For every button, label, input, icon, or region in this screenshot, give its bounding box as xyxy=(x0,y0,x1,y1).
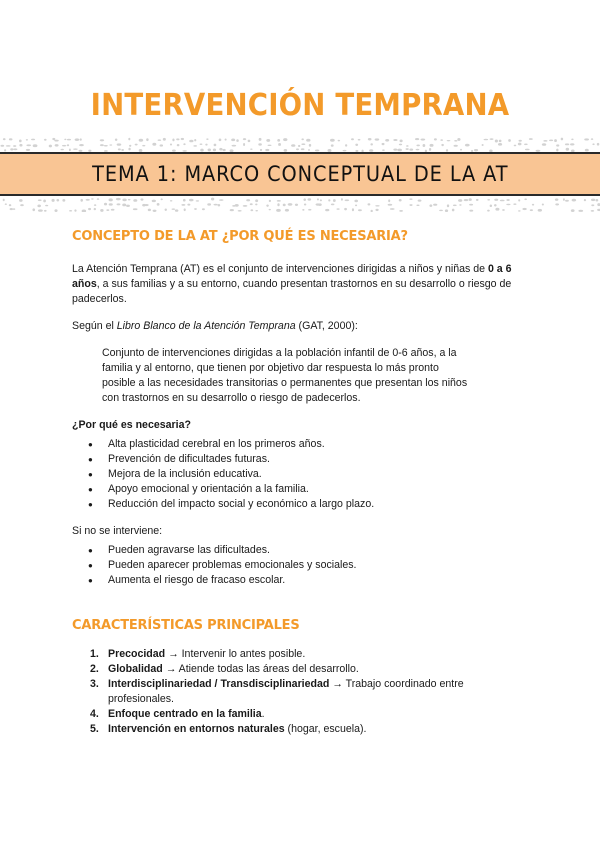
why-heading: ¿Por qué es necesaria? xyxy=(72,419,191,431)
list-item: ● Pueden aparecer problemas emocionales y sociales. xyxy=(72,558,532,573)
intro-text: La Atención Temprana (AT) es el conjunto de intervenciones dirigidas a niños y niñas de xyxy=(72,263,488,275)
source-paragraph xyxy=(72,319,532,334)
item-term: Globalidad xyxy=(108,663,163,675)
list-item: ● Alta plasticidad cerebral en los primeros años. xyxy=(72,437,532,452)
list-item: ● Aumenta el riesgo de fracaso escolar. xyxy=(72,573,532,588)
item-number: 2. xyxy=(90,663,99,675)
list-item xyxy=(72,707,532,722)
item-term: Precocidad xyxy=(108,648,166,660)
why-list xyxy=(72,437,532,512)
source-citation: (GAT, 2000): xyxy=(295,320,358,332)
no-intervention-label: Si no se interviene: xyxy=(72,525,163,537)
topic-banner xyxy=(0,152,600,196)
list-item: ● Mejora de la inclusión educativa. xyxy=(72,467,532,482)
item-description: → Atiende todas las áreas del desarrollo. xyxy=(162,663,359,675)
dot-pattern-bottom xyxy=(0,196,600,212)
characteristics-list xyxy=(72,647,532,737)
item-description: → Intervenir lo antes posible. xyxy=(165,648,306,660)
list-item xyxy=(72,722,532,737)
item-term: Enfoque centrado en la familia xyxy=(108,708,262,720)
topic-banner-text: TEMA 1: MARCO CONCEPTUAL DE LA AT xyxy=(91,162,509,186)
list-item xyxy=(72,677,532,707)
item-number: 5. xyxy=(90,723,99,735)
item-term: Intervención en entornos naturales xyxy=(108,723,285,735)
list-item: ● Prevención de dificultades futuras. xyxy=(72,452,532,467)
item-description: (hogar, escuela). xyxy=(284,723,367,735)
definition-quote: Conjunto de intervenciones dirigidas a la población infantil de 0-6 años, a la familia y al entorno, que tienen por objetivo dar respuesta lo más pronto posible a las necesidades transitorias o permanentes que presentan los niños con trastornos en su desarrollo o riesgo de padecerlos. xyxy=(102,347,468,404)
list-item xyxy=(72,662,532,677)
dot-pattern-top xyxy=(0,136,600,152)
list-item: ● Apoyo emocional y orientación a la familia. xyxy=(72,482,532,497)
list-item xyxy=(72,647,532,662)
section-heading-concept: CONCEPTO DE LA AT ¿POR QUÉ ES NECESARIA? xyxy=(72,229,408,244)
intro-age-range: 0 a 6 años xyxy=(72,263,512,290)
intro-paragraph xyxy=(72,262,532,307)
item-term: Interdisciplinariedad / Transdisciplinariedad xyxy=(108,678,330,690)
item-number: 3. xyxy=(90,678,99,690)
source-text: Según el xyxy=(72,320,117,332)
list-item: ● Pueden agravarse las dificultades. xyxy=(72,543,532,558)
section-heading-characteristics: CARACTERÍSTICAS PRINCIPALES xyxy=(72,618,300,633)
document-title: INTERVENCIÓN TEMPRANA xyxy=(90,88,510,123)
list-item: ● Reducción del impacto social y económico a largo plazo. xyxy=(72,497,532,512)
intro-text-end: , a sus familias y a su entorno, cuando presentan trastornos en su desarrollo o riesgo de padecerlos. xyxy=(72,278,512,305)
item-number: 1. xyxy=(90,648,99,660)
consequences-list xyxy=(72,543,532,588)
item-number: 4. xyxy=(90,708,99,720)
item-description: . xyxy=(261,708,265,720)
item-description: → Trabajo coordinado entre profesionales. xyxy=(108,678,464,705)
source-book-title: Libro Blanco de la Atención Temprana xyxy=(116,320,296,332)
document-body xyxy=(72,229,532,737)
